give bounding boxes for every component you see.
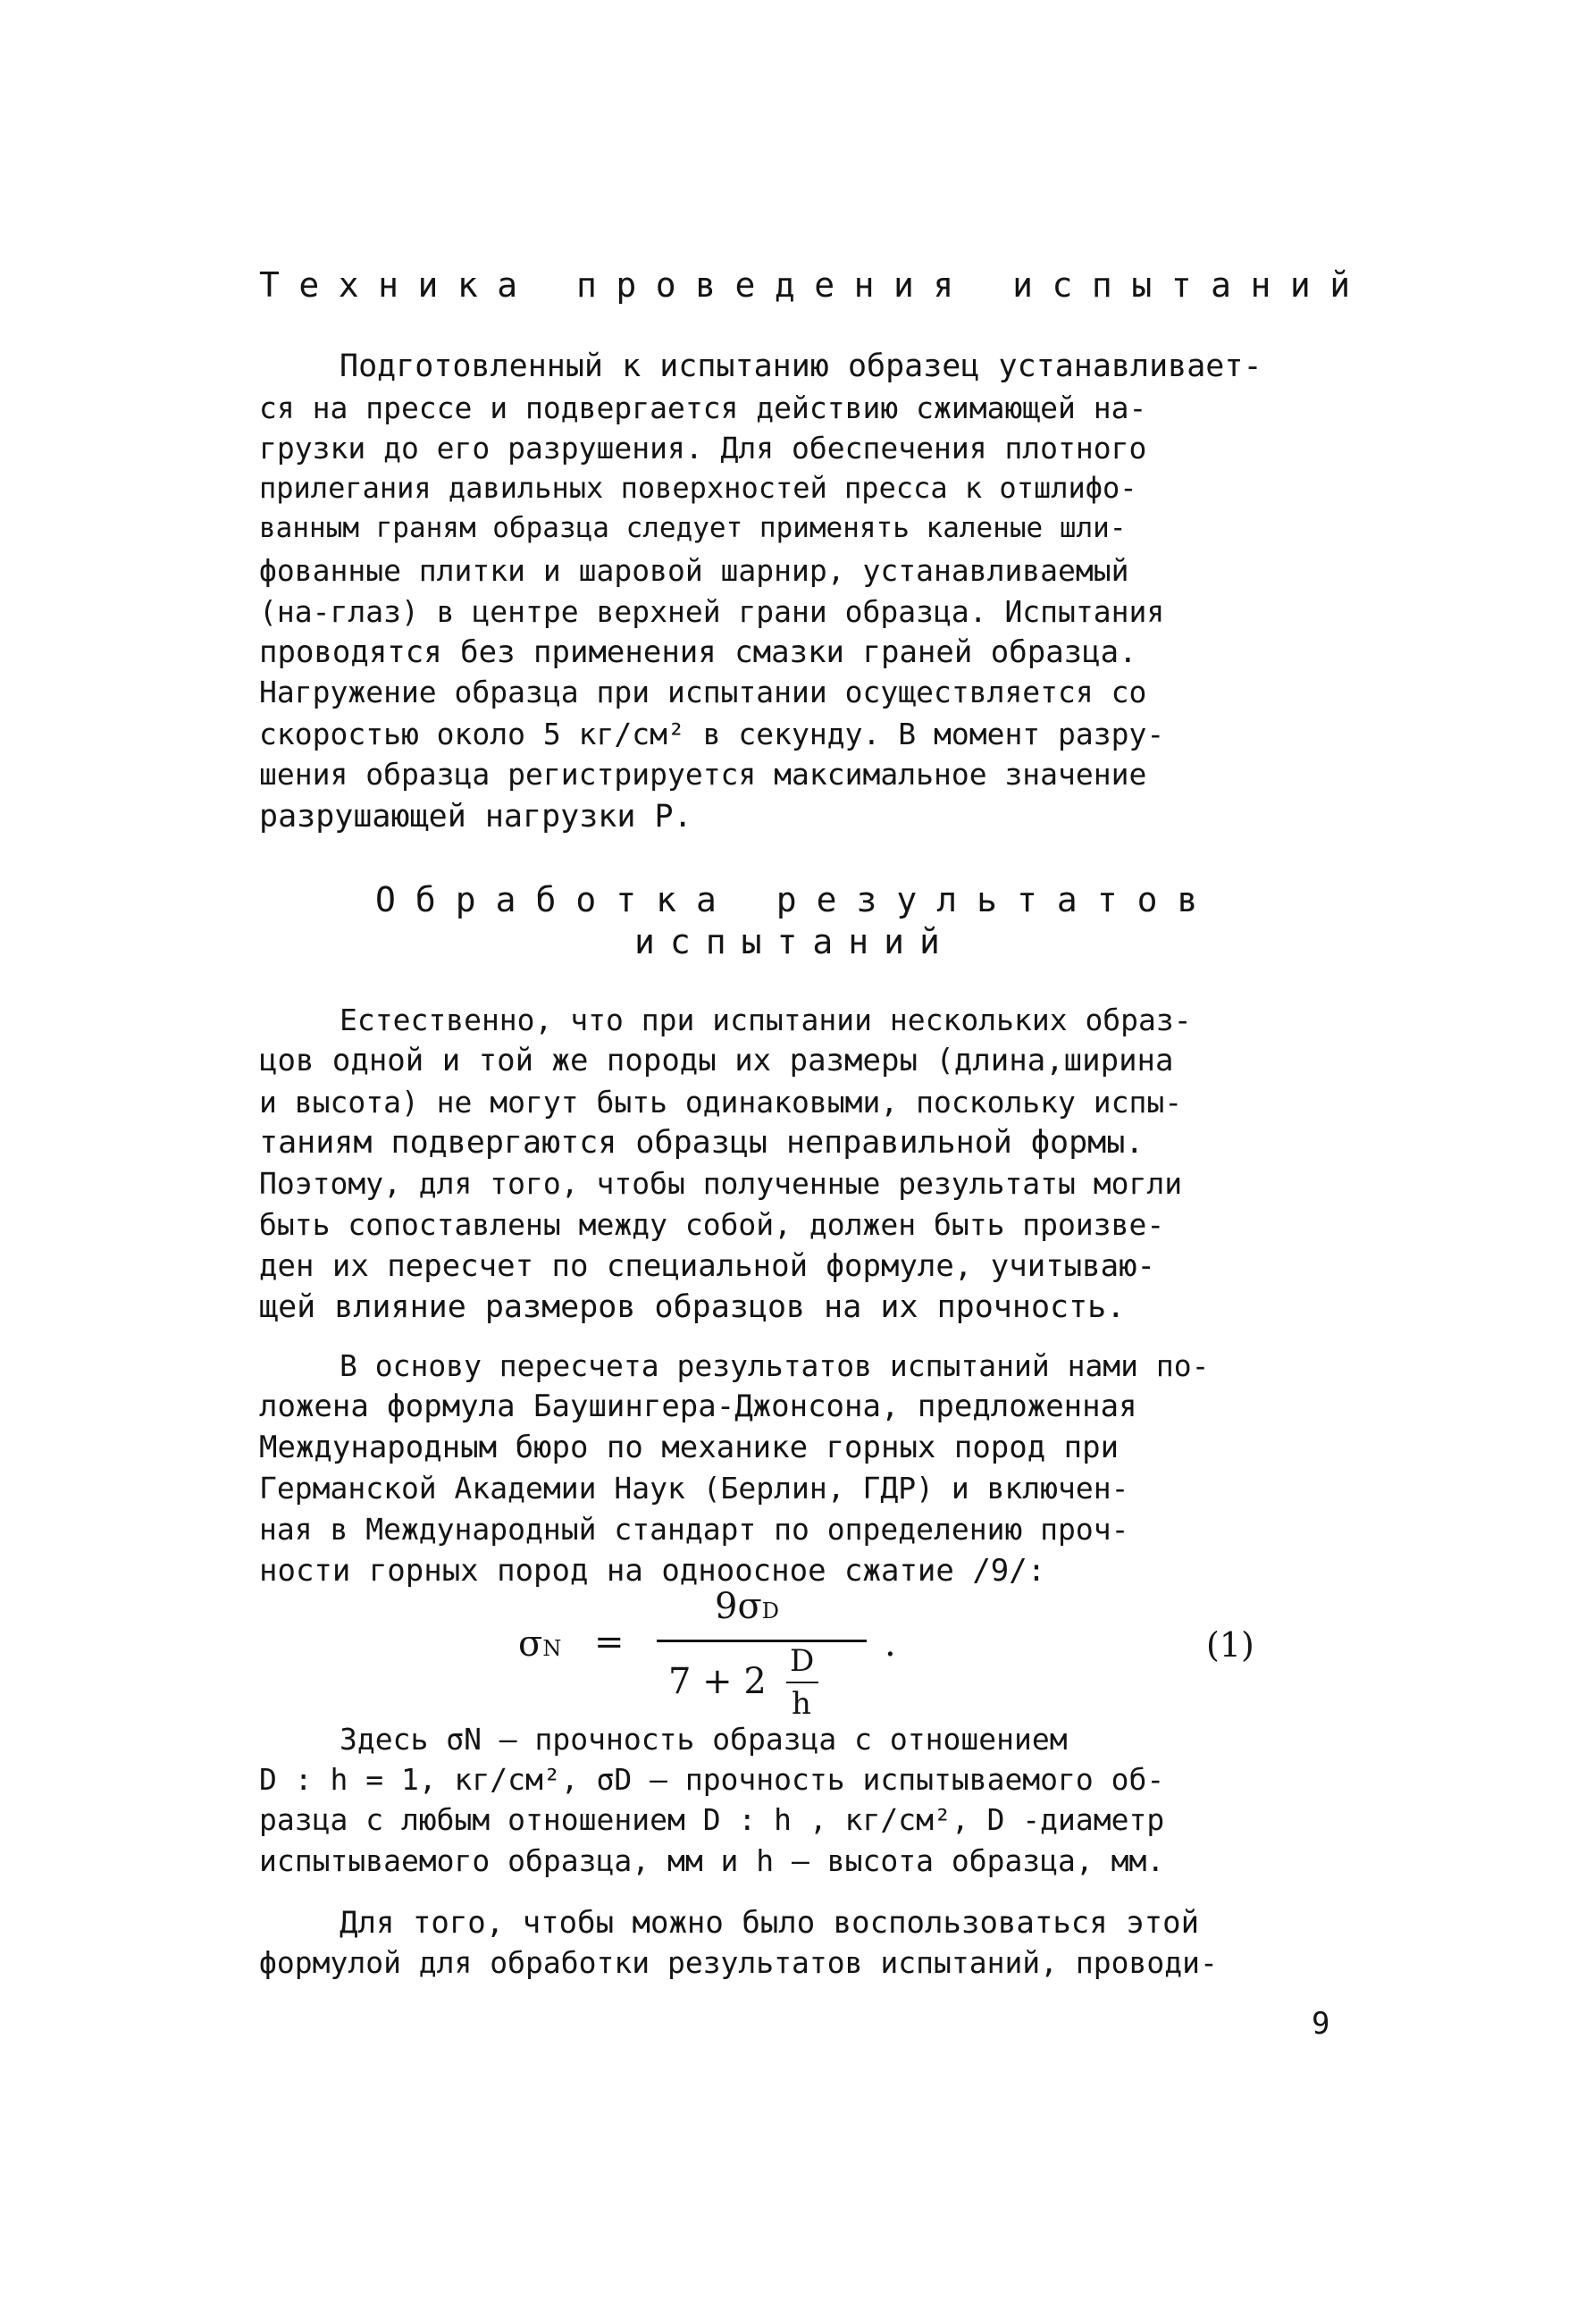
formula-dot: . (885, 1623, 896, 1665)
text-line: Нагружение образца при испытании осуществляется со (259, 675, 1147, 709)
text-line: ная в Международный стандарт по определению проч- (259, 1512, 1129, 1547)
text-line: разрушающей нагрузки Р. (259, 799, 692, 835)
text-line: прилегания давильных поверхностей пресса к отшлифо- (259, 471, 1137, 505)
text-line: щей влияние размеров образцов на их прочность. (259, 1289, 1126, 1325)
text-line: быть сопоставлены между собой, должен быть произве- (259, 1207, 1165, 1242)
section-heading-processing-results: Обработка результатов (375, 880, 1218, 919)
text-line: Подготовленный к испытанию образец устанавливает- (340, 348, 1262, 384)
formula-equals: = (594, 1622, 625, 1663)
section-heading-test-procedure: Техника проведения испытаний (259, 265, 1370, 305)
text-line: испытываемого образца, мм и h – высота образца, мм. (259, 1843, 1165, 1878)
text-line: проводятся без применения смазки граней образца. (259, 634, 1137, 670)
text-line: шения образца регистрируется максимальное значение (259, 757, 1147, 792)
text-line: (на-глаз) в центре верхней грани образца. Испытания (259, 594, 1165, 629)
equation-number: (1) (1206, 1625, 1254, 1665)
text-line: Естественно, что при испытании нескольких образ- (340, 1003, 1192, 1037)
formula-denominator-lead: 7 + 2 (668, 1661, 767, 1702)
text-line: Для того, чтобы можно было воспользоваться этой (340, 1905, 1200, 1941)
text-line: Здесь σN – прочность образца с отношением (340, 1722, 1068, 1757)
formula-main-fraction-bar (657, 1640, 867, 1642)
text-line: таниям подвергаются образцы неправильной формы. (259, 1125, 1145, 1161)
formula-inner-denominator: h (792, 1686, 811, 1722)
formula-inner-numerator: D (790, 1643, 815, 1679)
page-number: 9 (1312, 2006, 1330, 2042)
text-line: Поэтому, для того, чтобы полученные результаты могли (259, 1166, 1183, 1201)
text-line: В основу пересчета результатов испытаний нами по- (340, 1348, 1210, 1383)
text-line: фованные плитки и шаровой шарнир, устанавливаемый (259, 553, 1129, 588)
text-line: ся на прессе и подвергается действию сжимающей на- (259, 390, 1147, 425)
text-line: грузки до его разрушения. Для обеспечения плотного (259, 431, 1147, 466)
text-line: Германской Академии Наук (Берлин, ГДР) и включен- (259, 1471, 1129, 1506)
text-line: ности горных пород на одноосное сжатие /9/: (259, 1553, 1046, 1589)
text-line: формулой для обработки результатов испытаний, проводи- (259, 1945, 1218, 1980)
text-line: разца с любым отношением D : h , кг/см², D -диаметр (259, 1802, 1165, 1837)
formula-numerator: 9σD (715, 1586, 780, 1627)
text-line: цов одной и той же породы их размеры (длина,ширина (259, 1043, 1174, 1078)
text-line: ванным граням образца следует применять каленые шли- (259, 512, 1127, 544)
text-line: и высота) не могут быть одинаковыми, поскольку испы- (259, 1085, 1183, 1120)
text-line: ложена формула Баушингера-Джонсона, предложенная (259, 1389, 1137, 1424)
text-line: D : h = 1, кг/см², σD – прочность испытываемого об- (259, 1762, 1165, 1797)
formula-lhs: σN (518, 1623, 562, 1665)
text-line: ден их пересчет по специальной формуле, учитываю- (259, 1248, 1156, 1284)
formula-inner-fraction-bar (786, 1682, 818, 1683)
section-heading-processing-results-line2: испытаний (634, 922, 955, 961)
text-line: Международным бюро по механике горных пород при (259, 1430, 1120, 1465)
text-line: скоростью около 5 кг/см² в секунду. В момент разру- (259, 717, 1165, 751)
